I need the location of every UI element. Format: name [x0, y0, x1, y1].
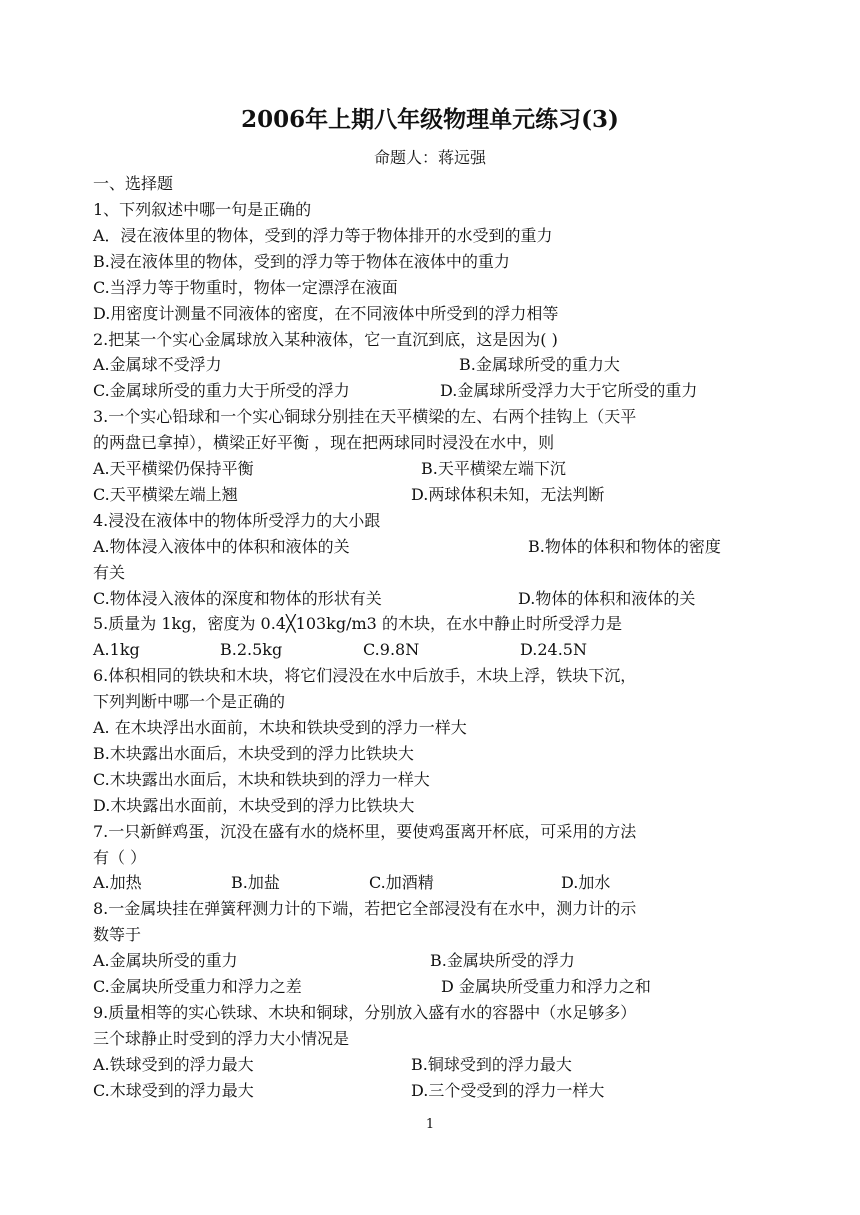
answer-option: C.金属块所受重力和浮力之差 — [93, 977, 302, 996]
answer-option: C.9.8N — [363, 640, 420, 660]
author-line: 命题人：蒋远强 — [373, 148, 486, 167]
document-title: 2006年上期八年级物理单元练习(3) — [241, 106, 619, 133]
answer-option: A.物体浸入液体中的体积和液体的关 — [93, 536, 350, 556]
text-line-content: 1、下列叙述中哪一句是正确的 — [93, 200, 312, 219]
text-line-content: 有关 — [93, 562, 126, 582]
answer-option: A.金属球不受浮力 — [93, 355, 222, 375]
text-line-content: B.木块露出水面后，木块受到的浮力比铁块大 — [93, 743, 414, 763]
answer-option: D 金属块所受重力和浮力之和 — [441, 977, 651, 996]
text-line-content: 6.体积相同的铁块和木块，将它们浸没在水中后放手，木块上浮，铁块下沉， — [93, 666, 637, 686]
text-line-content: 数等于 — [93, 925, 142, 945]
answer-option: A.金属块所受的重力 — [93, 951, 238, 971]
answer-option: D.金属球所受浮力大于它所受的重力 — [440, 381, 698, 401]
text-line-content: 下列判断中哪一个是正确的 — [93, 692, 286, 712]
text-line-content: 3.一个实心铅球和一个实心铜球分别挂在天平横梁的左、右两个挂钩上（天平 — [93, 407, 637, 427]
text-line-content: 9.质量相等的实心铁球、木块和铜球，分别放入盛有水的容器中（水足够多） — [93, 1002, 637, 1022]
text-line-content: A. 在木块浮出水面前，木块和铁块受到的浮力一样大 — [93, 718, 467, 737]
text-line-content: 的两盘已拿掉），横梁正好平衡 ，现在把两球同时浸没在水中，则 — [93, 433, 555, 453]
text-line-content: A．浸在液体里的物体，受到的浮力等于物体排开的水受到的重力 — [93, 225, 553, 245]
text-line-content: 7.一只新鲜鸡蛋，沉没在盛有水的烧杯里，要使鸡蛋离开杯底，可采用的方法 — [93, 821, 637, 841]
text-line-content: D.木块露出水面前，木块受到的浮力比铁块大 — [93, 795, 415, 815]
answer-option: A.天平横梁仍保持平衡 — [93, 459, 254, 478]
answer-option: A.1kg — [93, 640, 140, 660]
answer-option: A.铁球受到的浮力最大 — [93, 1054, 254, 1074]
text-line-content: B.浸在液体里的物体，受到的浮力等于物体在液体中的重力 — [93, 251, 510, 271]
text-line-content: 2.把某一个实心金属球放入某种液体，它一直沉到底，这是因为( ) — [93, 329, 558, 349]
answer-option: B.金属球所受的重力大 — [459, 355, 620, 375]
answer-option: C.物体浸入液体的深度和物体的形状有关 — [93, 588, 382, 608]
answer-option: D.加水 — [561, 873, 611, 893]
answer-option: B.铜球受到的浮力最大 — [411, 1054, 572, 1074]
text-line-content: C.木块露出水面后，木块和铁块到的浮力一样大 — [93, 769, 430, 789]
answer-option: B.物体的体积和物体的密度 — [528, 536, 721, 556]
text-line-content: D.用密度计测量不同液体的密度，在不同液体中所受到的浮力相等 — [93, 303, 559, 323]
section-heading: 一、选择题 — [93, 174, 174, 193]
text-line-content: 8.一金属块挂在弹簧秤测力计的下端，若把它全部浸没有在水中，测力计的示 — [93, 899, 637, 919]
answer-option: C.加酒精 — [369, 873, 434, 893]
answer-option: C.木球受到的浮力最大 — [93, 1080, 254, 1100]
answer-option: B.天平横梁左端下沉 — [421, 459, 566, 478]
answer-option: B.加盐 — [231, 873, 280, 893]
answer-option: D.三个受受到的浮力一样大 — [411, 1080, 605, 1100]
text-line-content: 4.浸没在液体中的物体所受浮力的大小跟 — [93, 510, 381, 530]
answer-option: B.金属块所受的浮力 — [430, 951, 575, 971]
answer-option: D.物体的体积和液体的关 — [518, 588, 696, 608]
text-line-content: C.当浮力等于物重时，物体一定漂浮在液面 — [93, 277, 398, 297]
text-line-content: 有（ ） — [93, 847, 147, 867]
answer-option: D.24.5N — [520, 640, 587, 660]
answer-option: B.2.5kg — [220, 640, 283, 660]
answer-option: D.两球体积未知，无法判断 — [411, 484, 605, 504]
answer-option: C.天平横梁左端上翘 — [93, 484, 238, 504]
text-line-content: 三个球静止时受到的浮力大小情况是 — [93, 1028, 350, 1048]
answer-option: C.金属球所受的重力大于所受的浮力 — [93, 381, 350, 401]
text-line-content: 5.质量为 1kg，密度为 0.4╳103kg/m3 的木块，在水中静止时所受浮力是 — [93, 614, 622, 634]
answer-option: A.加热 — [93, 873, 142, 893]
page-number: 1 — [425, 1117, 435, 1132]
